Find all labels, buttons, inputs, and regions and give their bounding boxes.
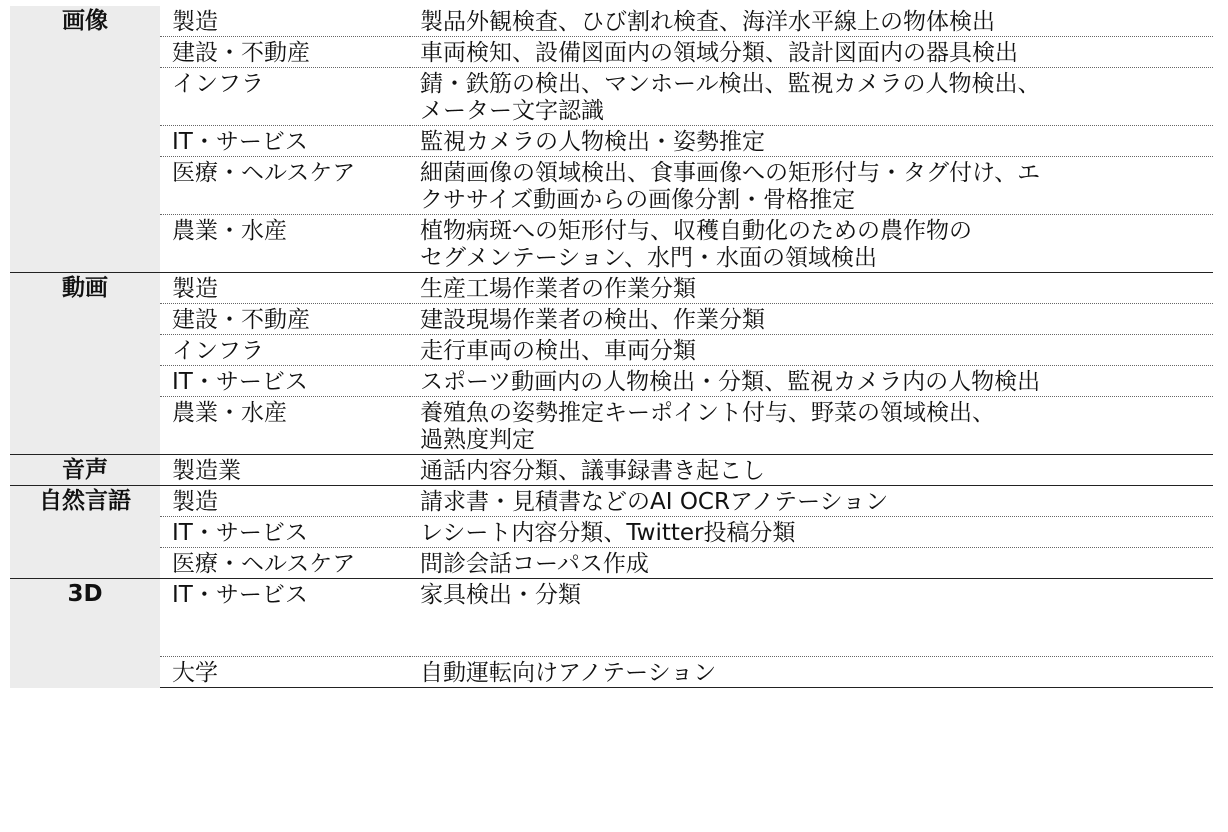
use-case-cell bbox=[410, 455, 1213, 486]
table-body bbox=[10, 6, 1213, 688]
industry-cell: IT・サービス bbox=[160, 366, 410, 397]
use-case-text: 過熟度判定 bbox=[420, 427, 535, 453]
use-case-cell bbox=[410, 366, 1213, 397]
industry-cell: インフラ bbox=[160, 68, 410, 126]
use-case-cell bbox=[410, 657, 1213, 688]
use-case-cell bbox=[410, 579, 1213, 657]
table-row bbox=[10, 486, 1213, 517]
use-case-text: 植物病斑への矩形付与、収穫自動化のための農作物の bbox=[420, 218, 972, 244]
industry-cell: 医療・ヘルスケア bbox=[160, 548, 410, 579]
use-case-text: 通話内容分類、議事録書き起こし bbox=[420, 458, 765, 484]
category-cell: 画像 bbox=[10, 6, 160, 273]
category-cell: 音声 bbox=[10, 455, 160, 486]
table-row bbox=[10, 579, 1213, 657]
use-case-text: 養殖魚の姿勢推定キーポイント付与、野菜の領域検出、 bbox=[420, 400, 995, 426]
use-case-cell bbox=[410, 215, 1213, 273]
use-case-text: 走行車両の検出、車両分類 bbox=[420, 338, 696, 364]
use-case-text: メーター文字認識 bbox=[420, 98, 604, 124]
industry-cell: 建設・不動産 bbox=[160, 37, 410, 68]
use-case-text: クササイズ動画からの画像分割・骨格推定 bbox=[420, 187, 856, 213]
use-case-cell bbox=[410, 157, 1213, 215]
industry-cell: 医療・ヘルスケア bbox=[160, 157, 410, 215]
use-case-cell bbox=[410, 397, 1213, 455]
industry-cell: 建設・不動産 bbox=[160, 304, 410, 335]
use-case-text: スポーツ動画内の人物検出・分類、監視カメラ内の人物検出 bbox=[420, 369, 1041, 395]
table-row bbox=[10, 304, 1213, 335]
table-row bbox=[10, 6, 1213, 37]
category-cell: 自然言語 bbox=[10, 486, 160, 579]
annotation-use-case-table bbox=[10, 6, 1213, 688]
table-row bbox=[10, 215, 1213, 273]
use-case-text: 生産工場作業者の作業分類 bbox=[420, 276, 696, 302]
use-case-cell bbox=[410, 486, 1213, 517]
industry-cell: 農業・水産 bbox=[160, 397, 410, 455]
use-case-cell bbox=[410, 273, 1213, 304]
use-case-text: 細菌画像の領域検出、食事画像への矩形付与・タグ付け、エ bbox=[420, 160, 1041, 186]
table-row bbox=[10, 548, 1213, 579]
industry-cell: IT・サービス bbox=[160, 126, 410, 157]
table-row bbox=[10, 397, 1213, 455]
use-case-cell bbox=[410, 304, 1213, 335]
use-case-cell bbox=[410, 548, 1213, 579]
industry-cell: 製造 bbox=[172, 9, 218, 35]
category-cell: 動画 bbox=[10, 273, 160, 455]
use-case-text: 錆・鉄筋の検出、マンホール検出、監視カメラの人物検出、 bbox=[420, 71, 1041, 97]
use-case-cell bbox=[410, 37, 1213, 68]
use-case-text: 建設現場作業者の検出、作業分類 bbox=[420, 307, 765, 333]
table-row bbox=[10, 335, 1213, 366]
industry-cell: 農業・水産 bbox=[160, 215, 410, 273]
use-case-cell bbox=[410, 126, 1213, 157]
use-case-text: 請求書・見積書などのAI OCRアノテーション bbox=[420, 489, 889, 515]
table-row bbox=[10, 455, 1213, 486]
use-case-text: レシート内容分類、Twitter投稿分類 bbox=[420, 520, 796, 546]
use-case-text: 製品外観検査、ひび割れ検査、海洋水平線上の物体検出 bbox=[420, 9, 995, 35]
industry-cell: 製造 bbox=[160, 273, 410, 304]
use-case-cell bbox=[410, 6, 1213, 37]
category-cell: 3D bbox=[10, 579, 160, 688]
use-case-cell bbox=[410, 335, 1213, 366]
table-row bbox=[10, 126, 1213, 157]
table-row bbox=[10, 68, 1213, 126]
use-case-text: セグメンテーション、水門・水面の領域検出 bbox=[420, 245, 878, 271]
industry-cell: IT・サービス bbox=[160, 579, 410, 657]
table-row bbox=[10, 366, 1213, 397]
industry-cell: インフラ bbox=[160, 335, 410, 366]
industry-cell: 製造業 bbox=[160, 455, 410, 486]
industry-cell: 製造 bbox=[160, 486, 410, 517]
table-row bbox=[10, 657, 1213, 688]
use-case-text: 自動運転向けアノテーション bbox=[420, 660, 717, 686]
use-case-cell bbox=[410, 68, 1213, 126]
use-case-text: 問診会話コーパス作成 bbox=[420, 551, 649, 577]
industry-cell: 大学 bbox=[160, 657, 410, 688]
industry-cell: IT・サービス bbox=[160, 517, 410, 548]
table-row bbox=[10, 273, 1213, 304]
use-case-cell bbox=[410, 517, 1213, 548]
use-case-text: 家具検出・分類 bbox=[420, 582, 581, 608]
table-row bbox=[10, 157, 1213, 215]
table-row bbox=[10, 37, 1213, 68]
use-case-text: 監視カメラの人物検出・姿勢推定 bbox=[420, 129, 765, 155]
table-row bbox=[10, 517, 1213, 548]
use-case-text: 車両検知、設備図面内の領域分類、設計図面内の器具検出 bbox=[420, 40, 1018, 66]
